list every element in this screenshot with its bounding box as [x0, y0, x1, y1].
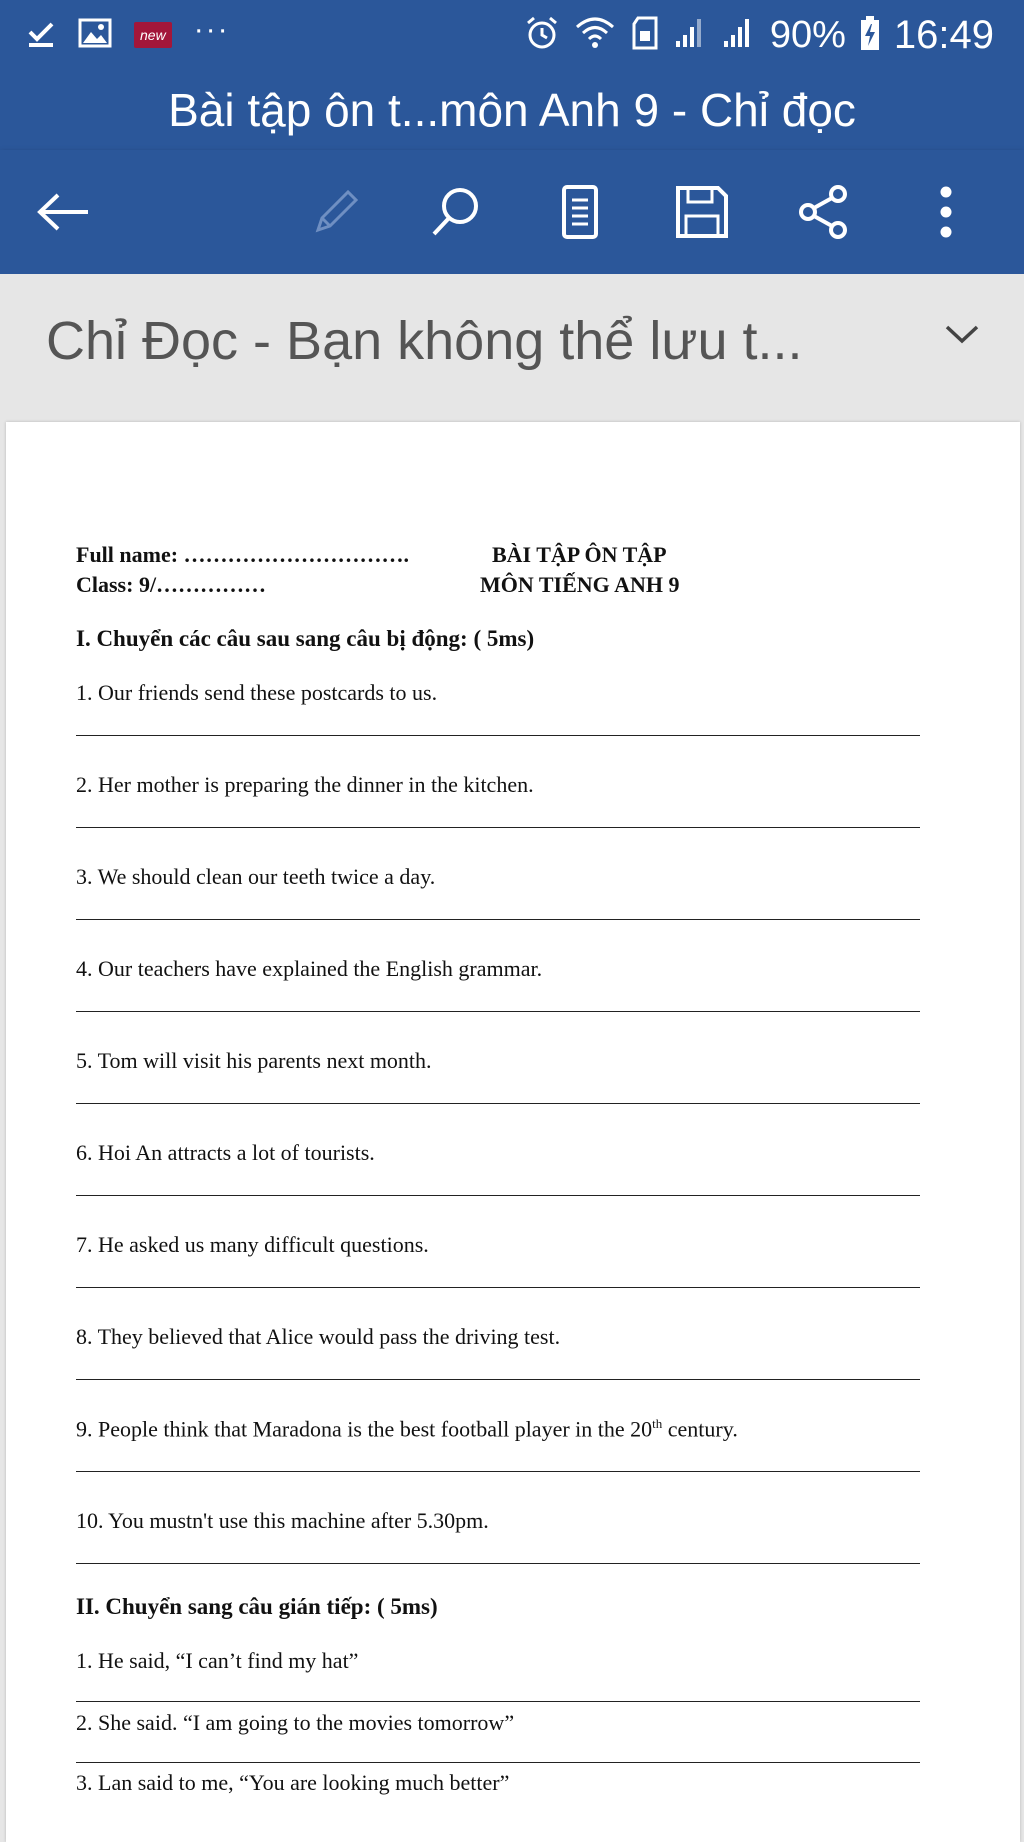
chevron-down-icon[interactable] [944, 322, 980, 351]
document-title: Bài tập ôn t...môn Anh 9 - Chỉ đọc [168, 84, 856, 136]
answer-line [76, 1701, 920, 1702]
answer-line [76, 1195, 920, 1196]
question-1-1: 1. Our friends send these postcards to us. [76, 680, 438, 705]
answer-line [76, 1287, 920, 1288]
answer-line [76, 919, 920, 920]
new-badge-icon: new [134, 22, 172, 48]
document-heading-2: MÔN TIẾNG ANH 9 [480, 572, 680, 597]
more-notifications-icon: ··· [193, 13, 230, 46]
class-field: Class: 9/…………… [76, 572, 267, 597]
question-1-5: 5. Tom will visit his parents next month. [76, 1048, 432, 1073]
sim-card-icon [630, 15, 660, 56]
answer-line [76, 1379, 920, 1380]
read-only-banner[interactable] [0, 274, 1024, 418]
question-1-2: 2. Her mother is preparing the dinner in the kitchen. [76, 772, 534, 797]
answer-line [76, 1563, 920, 1564]
question-2-3: 3. Lan said to me, “You are looking much better” [76, 1770, 510, 1795]
status-bar [0, 0, 1024, 70]
share-button[interactable] [792, 180, 856, 244]
answer-line [76, 1762, 920, 1763]
signal-strength-icon-2 [722, 17, 756, 54]
edit-pencil-icon [308, 184, 364, 240]
answer-line [76, 827, 920, 828]
answer-line [76, 1011, 920, 1012]
section-2-title: II. Chuyển sang câu gián tiếp: ( 5ms) [76, 1594, 438, 1619]
read-only-message: Chỉ Đọc - Bạn không thể lưu t... [46, 311, 803, 371]
question-2-2: 2. She said. “I am going to the movies tomorrow” [76, 1710, 515, 1735]
share-icon [796, 184, 852, 240]
question-1-7: 7. He asked us many difficult questions. [76, 1232, 429, 1257]
more-options-button[interactable] [914, 180, 978, 244]
question-1-3: 3. We should clean our teeth twice a day. [76, 864, 436, 889]
answer-line [76, 735, 920, 736]
section-1-title: I. Chuyển các câu sau sang câu bị động: ( 5ms) [76, 626, 535, 651]
back-arrow-icon [36, 192, 92, 232]
save-button[interactable] [670, 180, 734, 244]
question-1-8: 8. They believed that Alice would pass the driving test. [76, 1324, 561, 1349]
clock: 16:49 [893, 12, 994, 57]
question-1-6: 6. Hoi An attracts a lot of tourists. [76, 1140, 375, 1165]
reading-view-button[interactable] [548, 180, 612, 244]
edit-button[interactable] [304, 180, 368, 244]
battery-charging-icon [860, 15, 880, 56]
question-1-4: 4. Our teachers have explained the English grammar. [76, 956, 543, 981]
download-done-icon [26, 18, 56, 53]
save-icon [674, 184, 730, 240]
image-icon [78, 18, 112, 53]
answer-line [76, 1471, 920, 1472]
search-button[interactable] [424, 180, 488, 244]
answer-line [76, 1103, 920, 1104]
question-1-9: 9. People think that Maradona is the best football player in the 20th century. [76, 1416, 738, 1442]
question-1-10: 10. You mustn't use this machine after 5.30pm. [76, 1508, 489, 1533]
toolbar [0, 150, 1024, 274]
more-options-icon [936, 184, 956, 240]
search-icon [428, 184, 484, 240]
alarm-icon [524, 15, 560, 56]
document-page [6, 422, 1020, 1842]
title-bar [0, 70, 1024, 150]
battery-percent: 90% [769, 13, 846, 56]
signal-strength-icon-1 [674, 17, 708, 54]
full-name-field: Full name: …………………………. [76, 542, 410, 567]
question-2-1: 1. He said, “I can’t find my hat” [76, 1648, 359, 1673]
wifi-icon [574, 15, 616, 56]
document-heading-1: BÀI TẬP ÔN TẬP [492, 542, 667, 567]
reading-view-icon [558, 184, 602, 240]
back-button[interactable] [32, 180, 96, 244]
